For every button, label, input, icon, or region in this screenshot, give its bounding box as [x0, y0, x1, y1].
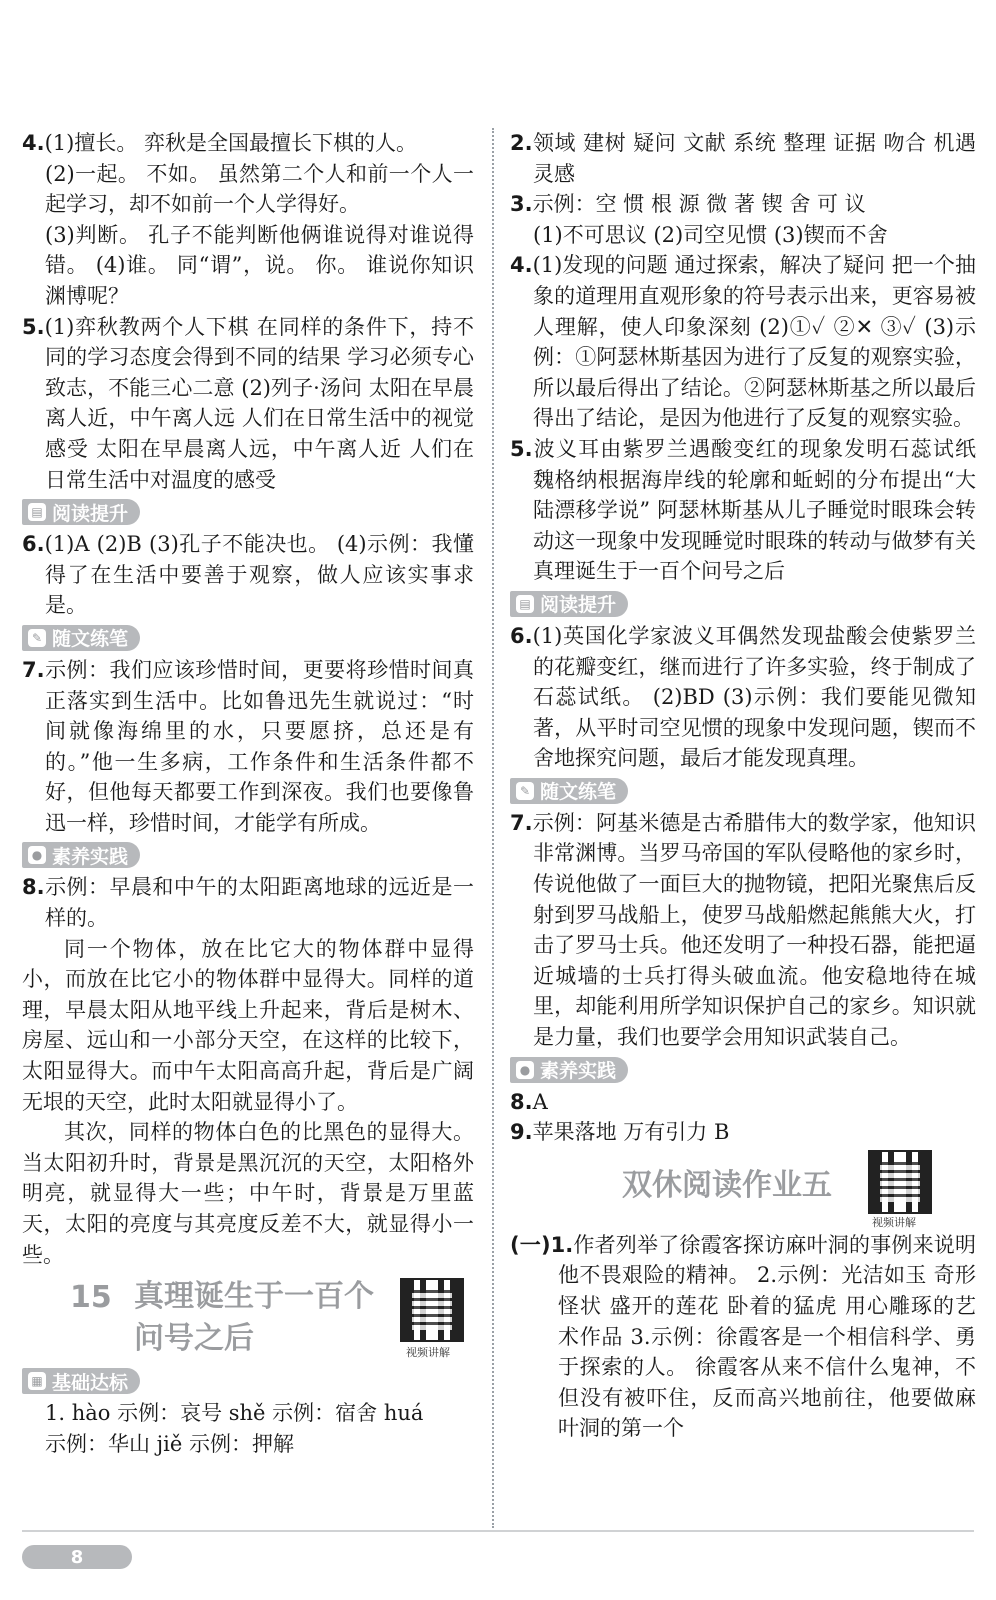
qr-caption: 视频讲解	[406, 1346, 450, 1360]
item-number: 5.	[510, 436, 533, 461]
section-banner-writing: ✎ 随文练笔	[22, 625, 140, 651]
pencil-icon: ✎	[28, 629, 46, 647]
answer-7: 7.示例：我们应该珍惜时间，更要将珍惜时间真正落实到生活中。比如鲁迅先生就说过：“时间就像海绵里的水，只要愿挤，总还是有的。”他一生多病，工作条件和生活条件都不好，但他每天都要工作到深夜。我们也要像鲁迅一样，珍惜时间，才能学有所成。	[22, 657, 474, 835]
item-number: 6.	[22, 532, 45, 557]
item-number: 5.	[22, 314, 45, 339]
answer-8: 8.示例：早晨和中午的太阳距离地球的远近是一样的。	[22, 875, 474, 931]
section-banner-reading: ▤ 阅读提升	[510, 591, 628, 617]
section-banner-basic: ▦ 基础达标	[22, 1368, 140, 1394]
document-icon: ▦	[28, 1372, 46, 1390]
qr-caption: 视频讲解	[872, 1215, 916, 1229]
answer-8: 8.A	[510, 1089, 548, 1114]
item-number: 8.	[510, 1089, 533, 1114]
qr-code-icon[interactable]	[868, 1150, 932, 1214]
page-number-badge	[22, 1545, 132, 1569]
answer-4-3: (3)判断。 孔子不能判断他俩谁说得对谁说得错。 (4)谁。 同“谓”，说。 你。 谁说你知识渊博呢？	[45, 222, 474, 308]
passage-1-answers: (一)1.作者列举了徐霞客探访麻叶洞的事例来说明他不畏艰险的精神。 2.示例：光洁如玉 奇形怪状 盛开的莲花 卧着的猛虎 用心雕琢的艺术作品 3.示例：徐霞客是一个相信科学、勇于探索的人。 徐霞客从来不信什么鬼神，不但没有被吓住，反而高兴地前往，他要做麻叶洞的第一个	[510, 1232, 976, 1441]
answer-1-line-2: 示例：华山 jiě 示例：押解	[45, 1431, 295, 1456]
pencil-icon: ✎	[516, 782, 534, 800]
book-icon: ▤	[28, 503, 46, 521]
answer-8-paragraph-1: 同一个物体，放在比它大的物体群中显得小，而放在比它小的物体群中显得大。同样的道理，早晨太阳从地平线上升起来，背后是树木、房屋、远山和一小部分天空，在这样的比较下，太阳显得大。而中午太阳高高升起，背后是广阔无垠的天空，此时太阳就显得小了。	[22, 936, 474, 1114]
section-heading	[510, 1148, 976, 1229]
answer-4-2: (2)一起。 不如。 虽然第二个人和前一个人一起学习，却不如前一个人学得好。	[45, 161, 474, 217]
section-banner-practice: ● 素养实践	[510, 1057, 628, 1083]
right-column	[510, 128, 976, 1444]
answer-3-idioms: (1)不可思议 (2)司空见惯 (3)锲而不舍	[533, 222, 888, 247]
lesson-title: 真理诞生于一百个问号之后	[134, 1279, 374, 1357]
answer-1-line-1: 1. hào 示例：哀号 shě 示例：宿舍 huá	[45, 1401, 424, 1426]
answer-6: 6.(1)英国化学家波义耳偶然发现盐酸会使紫罗兰的花瓣变红，继而进行了许多实验，终于制成了石蕊试纸。 (2)BD (3)示例：我们要能见微知著，从平时司空见惯的现象中发现问题，锲而不舍地探究问题，最后才能发现真理。	[510, 623, 976, 771]
item-number: 4.	[22, 131, 45, 155]
section-title: 双休阅读作业五	[622, 1167, 832, 1203]
item-number: 9.	[510, 1120, 533, 1145]
book-icon: ▤	[516, 595, 534, 613]
item-number: 8.	[22, 875, 45, 900]
lightbulb-icon: ●	[516, 1061, 534, 1079]
item-number: (一)1.	[510, 1232, 574, 1257]
answer-6: 6.(1)A (2)B (3)孔子不能决也。 (4)示例：我懂得了在生活中要善于观察，做人应该实事求是。	[22, 532, 474, 618]
lesson-heading	[22, 1276, 474, 1360]
item-number: 7.	[22, 657, 45, 682]
answer-4: 4.(1)发现的问题 通过探索，解决了疑问 把一个抽象的道理用直观形象的符号表示出来，更容易被人理解，使人印象深刻 (2)①✓ ②✕ ③✓ (3)示例：①阿瑟林斯基因为进行了反复的观察实验，所以最后得出了结论。②阿瑟林斯基之所以最后得出了结论，是因为他进行了反复的观察实验。	[510, 253, 976, 431]
item-number: 6.	[510, 623, 533, 648]
answer-9: 9.苹果落地 万有引力 B	[510, 1120, 730, 1145]
item-number: 7.	[510, 810, 533, 835]
answer-5: 5.波义耳由紫罗兰遇酸变红的现象发明石蕊试纸 魏格纳根据海岸线的轮廓和蚯蚓的分布提出“大陆漂移学说” 阿瑟林斯基从儿子睡觉时眼珠会转动这一现象中发现睡觉时眼珠的转动与做梦有关 真理诞生于一百个问号之后	[510, 436, 976, 584]
section-banner-practice: ● 素养实践	[22, 842, 140, 868]
item-number: 4.	[510, 253, 533, 278]
left-column	[22, 128, 474, 1459]
column-divider	[492, 128, 494, 1528]
answer-3: 3.示例：空 惯 根 源 微 著 锲 舍 可 议	[510, 192, 866, 217]
answer-7: 7.示例：阿基米德是古希腊伟大的数学家，他知识非常渊博。当罗马帝国的军队侵略他的家乡时，传说他做了一面巨大的抛物镜，把阳光聚焦后反射到罗马战船上，使罗马战船燃起熊熊大火，打击了罗马士兵。他还发明了一种投石器，能把逼近城墙的士兵打得头破血流。他安稳地待在城里，却能利用所学知识保护自己的家乡。知识就是力量，我们也要学会用知识武装自己。	[510, 810, 976, 1050]
answer-5: 5.(1)弈秋教两个人下棋 在同样的条件下，持不同的学习态度会得到不同的结果 学习必须专心致志，不能三心二意 (2)列子·汤问 太阳在早晨离人近，中午离人远 人们在日常生活中的视觉感受 太阳在早晨离人远，中午离人近 人们在日常生活中对温度的感受	[22, 314, 474, 492]
qr-code-icon[interactable]	[400, 1278, 464, 1342]
answer-2: 2.领域 建树 疑问 文献 系统 整理 证据 吻合 机遇 灵感	[510, 131, 976, 186]
lightbulb-icon: ●	[28, 846, 46, 864]
item-number: 2.	[510, 131, 533, 155]
footer-rule	[22, 1530, 974, 1532]
answer-4-1: 4.(1)擅长。 弈秋是全国最擅长下棋的人。	[22, 131, 418, 155]
item-number: 3.	[510, 192, 533, 217]
answer-8-paragraph-2: 其次，同样的物体白色的比黑色的显得大。当太阳初升时，背景是黑沉沉的天空，太阳格外明亮，就显得大一些；中午时，背景是万里蓝天，太阳的亮度与其亮度反差不大，就显得小一些。	[22, 1120, 474, 1267]
section-banner-reading: ▤ 阅读提升	[22, 499, 140, 525]
lesson-number: 15	[70, 1280, 112, 1316]
section-banner-writing: ✎ 随文练笔	[510, 778, 628, 804]
page-number: 8	[70, 1546, 84, 1568]
